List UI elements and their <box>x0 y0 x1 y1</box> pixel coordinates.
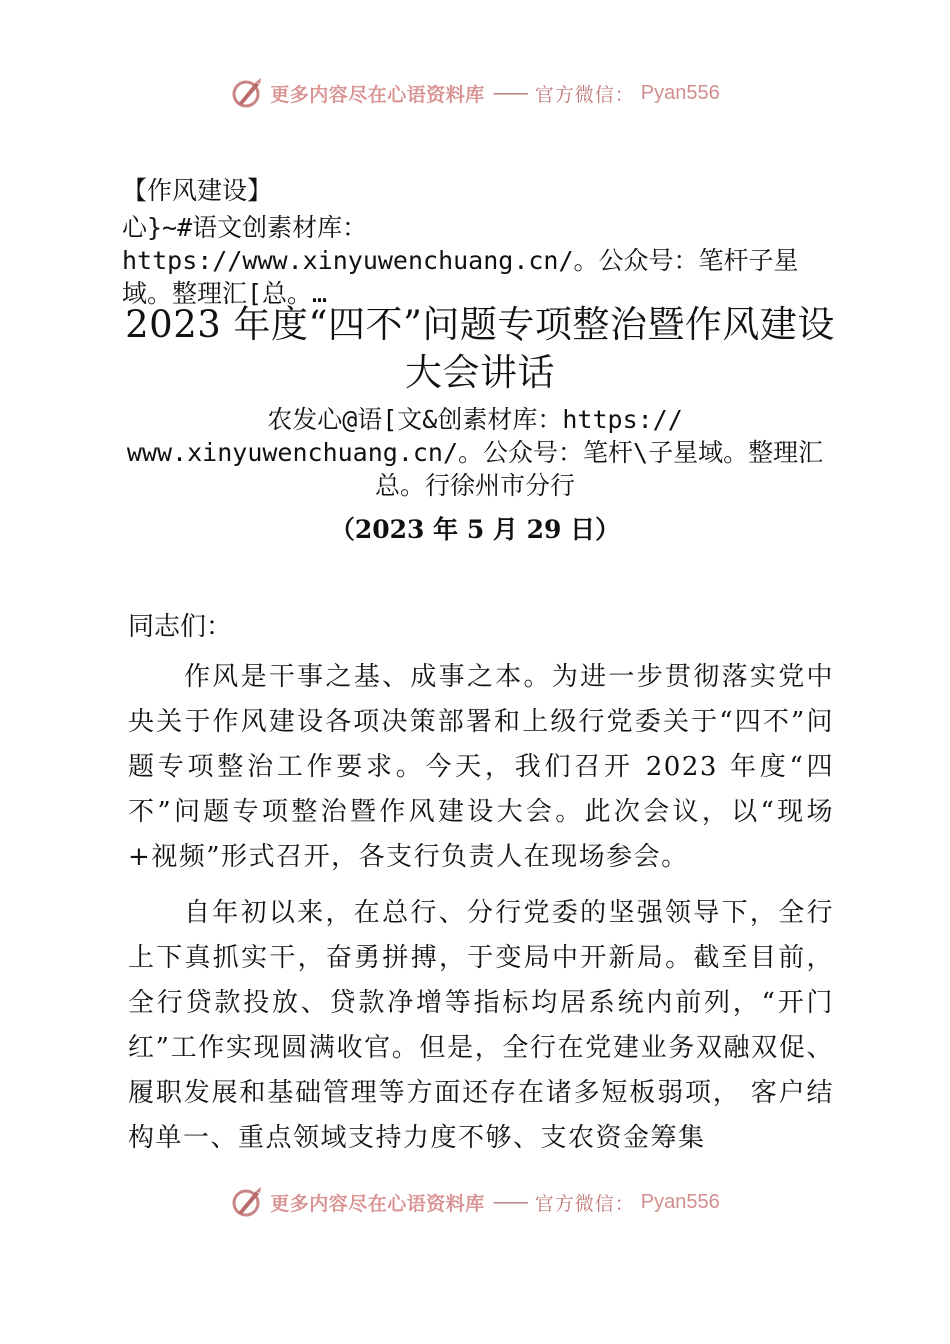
watermark-contact-id: Pyan556 <box>640 81 720 104</box>
spam-header: 心}~#语文创素材库：https://www.xinyuwenchuang.cn/。公众号：笔杆子星域。整理汇[总。… <box>122 213 799 308</box>
paragraph: 自年初以来，在总行、分行党委的坚强领导下，全行上下真抓实干，奋勇拼搏，于变局中开新局。截至目前，全行贷款投放、贷款净增等指标均居系统内前列，“开门红”工作实现圆满收官。但是，全行在党建业务双融双促、履职发展和基础管理等方面还存在诸多短板弱项， 客户结构单一、重点领域支持力度不够、支农资金筹集 <box>128 898 834 1153</box>
watermark-separator: —— <box>492 82 527 104</box>
watermark-text: 更多内容尽在心语资料库 <box>270 83 485 106</box>
page-title: 2023 年度“四不”问题专项整治暨作风建设大会讲话 <box>125 303 835 394</box>
byline: 农发心@语[文&创素材库：https:// www.xinyuwenchuang.cn/。公众号：笔杆\子星域。整理汇总。行徐州市分行 <box>126 405 824 500</box>
quill-logo-icon <box>230 1185 264 1219</box>
greeting: 同志们： <box>128 612 233 642</box>
category-tag: 【作风建设】 <box>122 176 273 205</box>
watermark-contact-label: 官方微信： <box>534 1192 635 1215</box>
watermark-contact-id: Pyan556 <box>640 1190 720 1213</box>
quill-logo-icon <box>230 76 264 110</box>
watermark-separator: —— <box>492 1191 527 1213</box>
watermark-contact-label: 官方微信： <box>534 83 635 106</box>
watermark-text: 更多内容尽在心语资料库 <box>270 1192 485 1215</box>
watermark-footer <box>0 1185 950 1219</box>
paragraph: 作风是干事之基、成事之本。为进一步贯彻落实党中央关于作风建设各项决策部署和上级行党委关于“四不”问题专项整治工作要求。今天，我们召开 2023 年度“四不”问题专项整治暨作风建设大会。此次会议，以“现场+视频”形式召开，各支行负责人在现场参会。 <box>128 662 834 872</box>
speech-date: （2023 年 5 月 29 日） <box>329 515 621 544</box>
watermark-header <box>0 76 950 110</box>
